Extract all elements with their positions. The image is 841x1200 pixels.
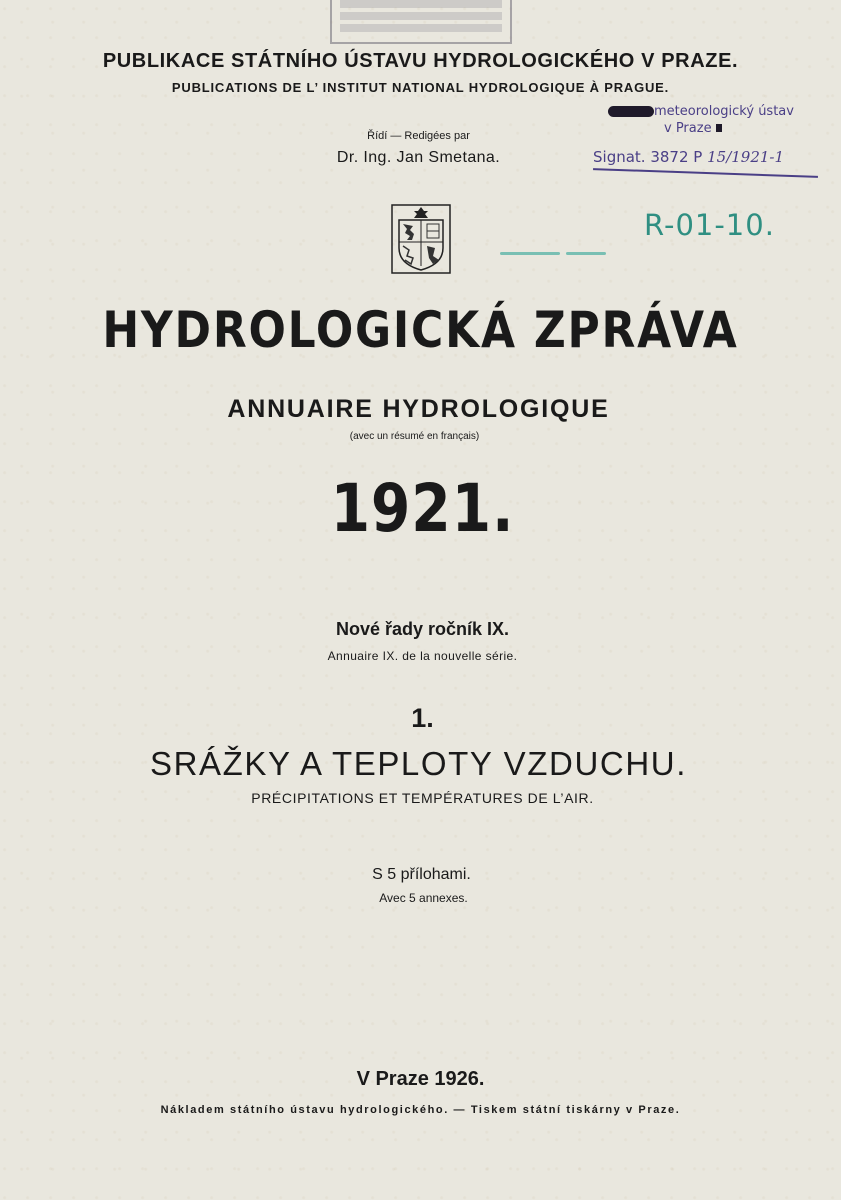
- part-title-fr: PRÉCIPITATIONS ET TEMPÉRATURES DE L’AIR.: [251, 790, 594, 806]
- shelf-mark-stamp: R-01-10.: [644, 208, 775, 242]
- annexes-note-fr: Avec 5 annexes.: [379, 891, 468, 905]
- editor-name: Dr. Ing. Jan Smetana.: [336, 149, 501, 166]
- library-stamp-top: [330, 0, 512, 44]
- part-title: SRÁŽKY A TEPLOTY VZDUCHU.: [150, 745, 687, 782]
- coat-of-arms-icon: [391, 204, 451, 274]
- imprint-printer: Nákladem státního ústavu hydrologického. — Tiskem státní tiskárny v Praze.: [160, 1104, 681, 1116]
- subtitle-note: (avec un résumé en français): [349, 431, 480, 442]
- annexes-note: S 5 přílohami.: [372, 866, 471, 883]
- document-year: 1921.: [330, 470, 515, 547]
- signature-underline: [593, 168, 818, 178]
- part-number: 1.: [411, 703, 434, 733]
- document-title: HYDROLOGICKÁ ZPRÁVA: [102, 301, 739, 359]
- teal-mark: [566, 252, 606, 255]
- institute-stamp: [608, 103, 794, 137]
- signature-handwritten: 15/1921-1: [707, 148, 785, 166]
- signature-label: Signat. 3872 P: [593, 148, 703, 166]
- publisher-fr: PUBLICATIONS DE L’ INSTITUT NATIONAL HYDROLOGIQUE À PRAGUE.: [171, 80, 670, 95]
- imprint-place-year: V Praze 1926.: [356, 1068, 485, 1090]
- signature-stamp: [593, 148, 784, 166]
- series-volume-fr: Annuaire IX. de la nouvelle série.: [327, 649, 518, 663]
- institute-stamp-line2: v Praze: [664, 121, 712, 136]
- publisher-cz: PUBLIKACE STÁTNÍHO ÚSTAVU HYDROLOGICKÉHO V PRAZE.: [102, 50, 739, 72]
- series-volume: Nové řady ročník IX.: [335, 619, 510, 639]
- document-subtitle: ANNUAIRE HYDROLOGIQUE: [227, 395, 610, 423]
- institute-stamp-line1: meteorologický ústav: [654, 104, 794, 119]
- editor-label: Řídí — Redigées par: [367, 130, 470, 142]
- teal-mark: [500, 252, 560, 255]
